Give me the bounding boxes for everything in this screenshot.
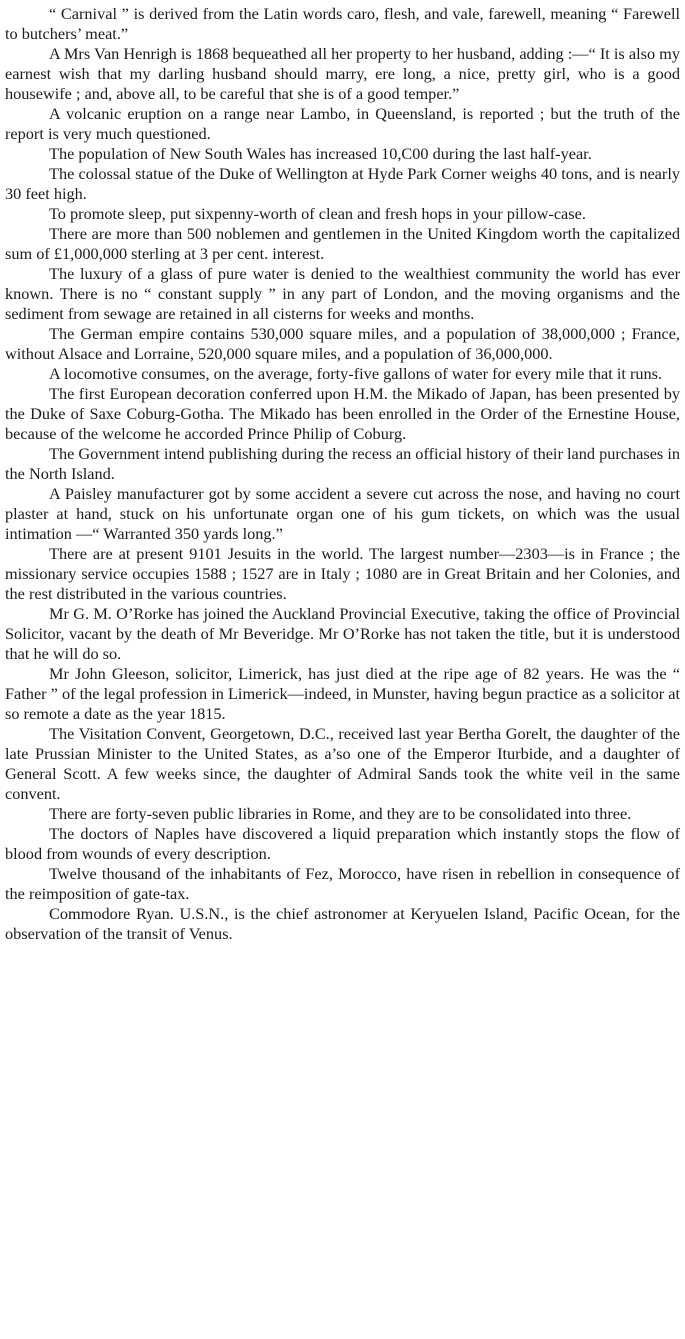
news-item-german-empire: The German empire contains 530,000 square miles, and a population of 38,000,000 ; France, without Alsace and Lorraine, 520,000 square miles, and a population of 36,000,000. [5,324,680,363]
news-item-ororke: Mr G. M. O’Rorke has joined the Auckland Provincial Executive, taking the office of Provincial Solicitor, vacant by the death of Mr Beveridge. Mr O’Rorke has not taken the title, but it is understood that he will do so. [5,604,680,663]
news-item-volcano: A volcanic eruption on a range near Lambo, in Queensland, is reported ; but the truth of the report is very much questioned. [5,104,680,143]
news-item-naples-doctors: The doctors of Naples have discovered a liquid preparation which instantly stops the flow of blood from wounds of every description. [5,824,680,863]
news-item-locomotive: A locomotive consumes, on the average, forty-five gallons of water for every mile that it runs. [49,364,663,383]
news-item-wellington-statue: The colossal statue of the Duke of Wellington at Hyde Park Corner weighs 40 tons, and is nearly 30 feet high. [5,164,680,203]
news-item-noblemen: There are more than 500 noblemen and gentlemen in the United Kingdom worth the capitalized sum of £1,000,000 sterling at 3 per cent. interest. [5,224,680,263]
news-item-london-water: The luxury of a glass of pure water is denied to the wealthiest community the world has ever known. There is no “ constant supply ” in any part of London, and the moving organisms and the sediment from sewage are retained in all cisterns for weeks and months. [5,264,680,323]
news-item-bequest: A Mrs Van Henrigh is 1868 bequeathed all her property to her husband, adding :—“ It is also my earnest wish that my darling husband should marry, ere long, a nice, pretty girl, who is a good housewife ; and, above all, to be careful that she is of a good temper.” [5,44,680,103]
news-item-gleeson: Mr John Gleeson, solicitor, Limerick, has just died at the ripe age of 82 years. He was the “ Father ” of the legal profession in Limerick—indeed, in Munster, having begun practice as a solicitor at so remote a date as the year 1815. [5,664,680,723]
news-item-visitation-convent: The Visitation Convent, Georgetown, D.C., received last year Bertha Gorelt, the daughter of the late Prussian Minister to the United States, as a’so one of the Emperor Iturbide, and a daughter of General Scott. A few weeks since, the daughter of Admiral Sands took the white veil in the same convent. [5,724,680,803]
news-item-nsw-population: The population of New South Wales has increased 10,C00 during the last half-year. [49,144,592,163]
news-item-paisley: A Paisley manufacturer got by some accident a severe cut across the nose, and having no court plaster at hand, stuck on his unfortunate organ one of his gum tickets, on which was the usual intimation —“ Warranted 350 yards long.” [5,484,680,543]
news-item-sleep-hops: To promote sleep, put sixpenny-worth of clean and fresh hops in your pillow-case. [49,204,586,223]
news-item-mikado: The first European decoration conferred upon H.M. the Mikado of Japan, has been presented by the Duke of Saxe Coburg-Gotha. The Mikado has been enrolled in the Order of the Ernestine House, because of the welcome he accorded Prince Philip of Coburg. [5,384,680,443]
news-item-carnival: “ Carnival ” is derived from the Latin words caro, flesh, and vale, farewell, meaning “ Farewell to butchers’ meat.” [5,4,680,43]
news-item-jesuits: There are at present 9101 Jesuits in the world. The largest number—2303—is in France ; the missionary service occupies 1588 ; 1527 are in Italy ; 1080 are in Great Britain and her Colonies, and the rest distributed in the various countries. [5,544,680,603]
news-item-rome-libraries: There are forty-seven public libraries in Rome, and they are to be consolidated into three. [49,804,632,823]
news-item-land-purchases: The Government intend publishing during the recess an official history of their land purchases in the North Island. [5,444,680,483]
news-item-fez-rebellion: Twelve thousand of the inhabitants of Fez, Morocco, have risen in rebellion in consequence of the reimposition of gate-tax. [5,864,680,903]
news-item-transit-of-venus: Commodore Ryan. U.S.N., is the chief astronomer at Keryuelen Island, Pacific Ocean, for the observation of the transit of Venus. [5,904,680,943]
